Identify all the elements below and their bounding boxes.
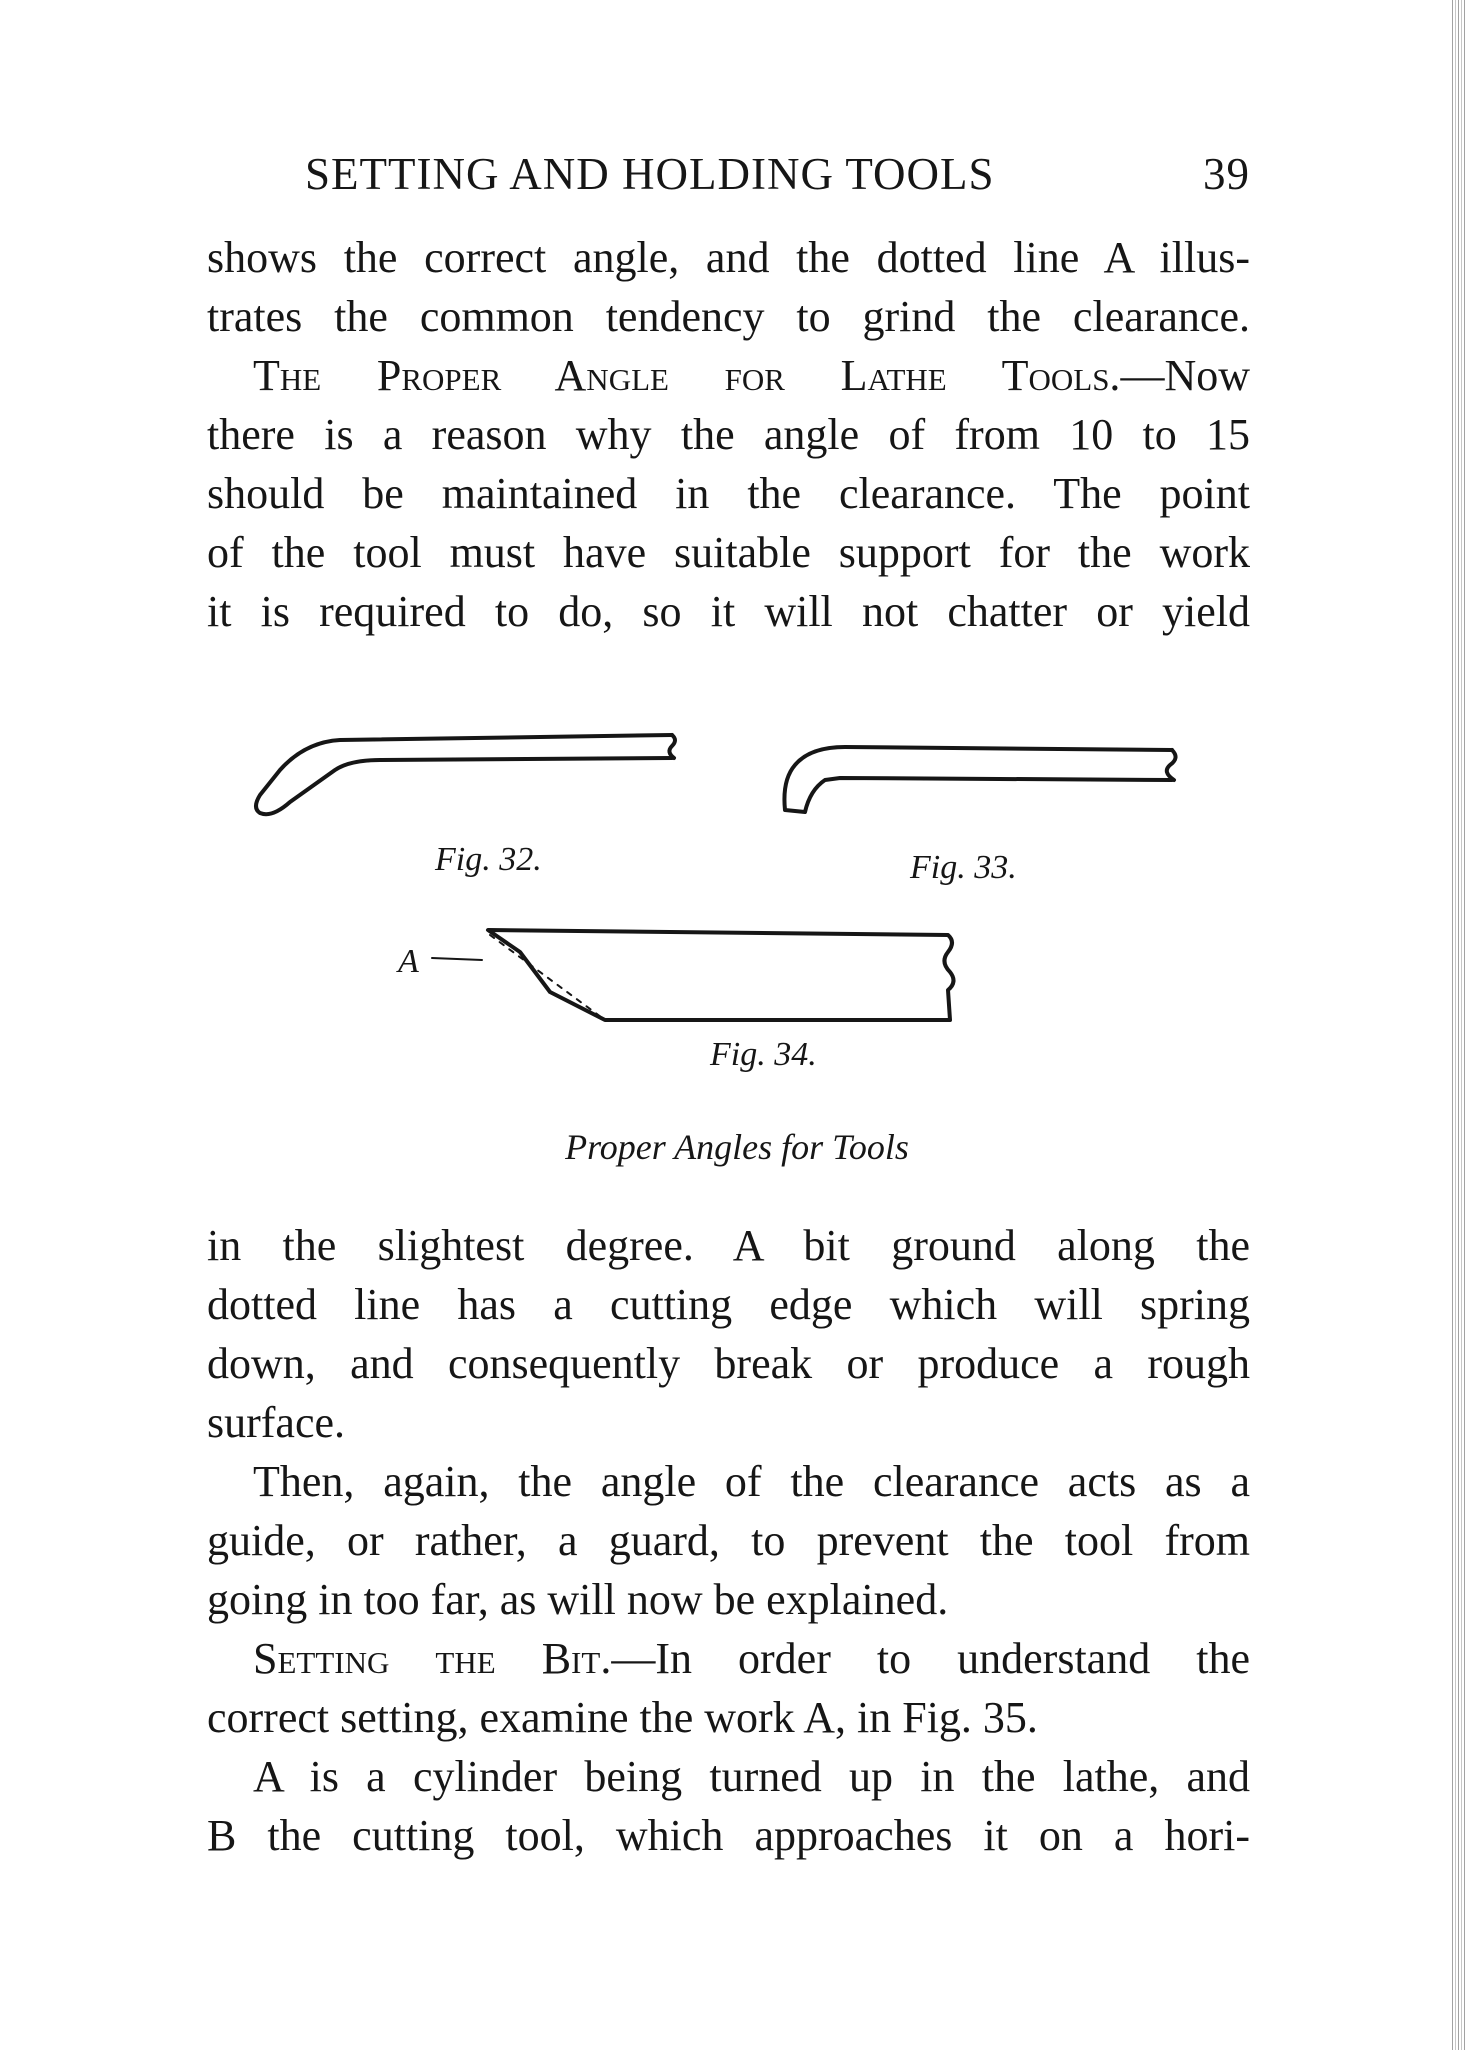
- page-edge-scan: [1452, 0, 1466, 2050]
- text-line: B the cutting tool, which approaches it on a hori-: [207, 1811, 1250, 1860]
- section-heading: The Proper Angle for Lathe Tools.: [253, 351, 1121, 400]
- running-header: [305, 148, 1250, 208]
- text-fragment: —Now: [1120, 351, 1250, 400]
- fig32-tool-drawing: [256, 735, 675, 814]
- running-title: SETTING AND HOLDING TOOLS: [305, 149, 995, 199]
- text-line: going in too far, as will now be explained.: [207, 1575, 949, 1624]
- text-line: A is a cylinder being turned up in the lathe, and: [253, 1752, 1250, 1801]
- figure-caption: Proper Angles for Tools: [565, 1127, 909, 1167]
- text-line: down, and consequently break or produce a rough: [207, 1339, 1250, 1388]
- section-heading-line: [207, 1629, 1250, 1688]
- text-line: should be maintained in the clearance. The point: [207, 469, 1250, 518]
- fig34-label: Fig. 34.: [710, 1036, 817, 1073]
- text-line: guide, or rather, a guard, to prevent the tool from: [207, 1516, 1250, 1565]
- text-line: there is a reason why the angle of from 10 to 15: [207, 410, 1250, 459]
- section-heading-line: [207, 346, 1250, 405]
- text-line: in the slightest degree. A bit ground along the: [207, 1221, 1250, 1270]
- text-block-bottom: [207, 1216, 1250, 1865]
- fig34-tool-drawing: [432, 930, 954, 1020]
- section-heading: Setting the Bit.: [253, 1634, 612, 1683]
- text-line: of the tool must have suitable support for the work: [207, 528, 1250, 577]
- text-line: Then, again, the angle of the clearance acts as a: [253, 1457, 1250, 1506]
- text-block-top: [207, 228, 1250, 641]
- text-line: it is required to do, so it will not chatter or yield: [207, 587, 1250, 636]
- page-number: 39: [1203, 149, 1250, 199]
- figure-tool-angles: [250, 720, 1230, 1190]
- point-a-label: A: [398, 943, 419, 980]
- fig33-label: Fig. 33.: [910, 849, 1017, 886]
- text-fragment: —In order to understand the: [611, 1634, 1250, 1683]
- text-line: dotted line has a cutting edge which will spring: [207, 1280, 1250, 1329]
- fig33-tool-drawing: [784, 747, 1175, 812]
- text-line: surface.: [207, 1398, 346, 1447]
- text-line: trates the common tendency to grind the clearance.: [207, 292, 1250, 341]
- text-line: shows the correct angle, and the dotted line A illus-: [207, 233, 1250, 282]
- fig32-label: Fig. 32.: [435, 841, 542, 878]
- text-line: correct setting, examine the work A, in Fig. 35.: [207, 1693, 1038, 1742]
